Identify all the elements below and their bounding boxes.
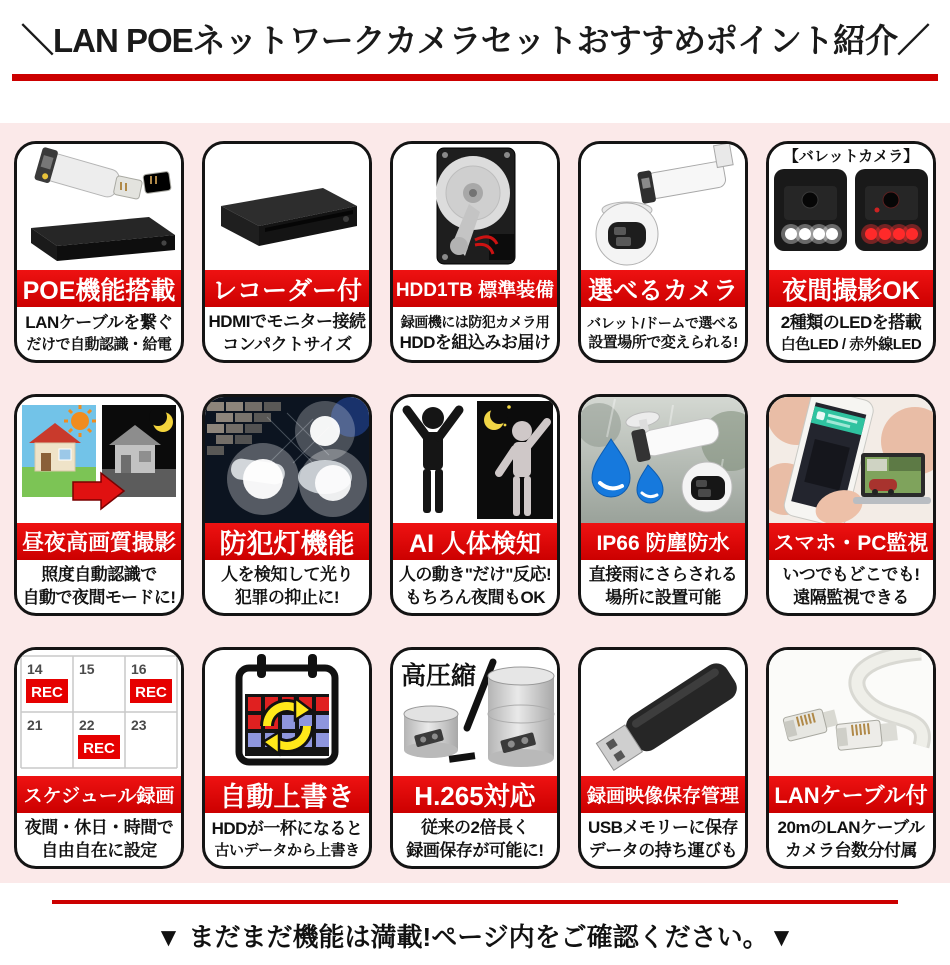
desc-line: 遠隔監視できる — [793, 587, 909, 607]
header-red-rule — [12, 74, 938, 81]
feature-desc — [17, 560, 181, 613]
page-header — [0, 0, 950, 81]
feature-desc — [581, 307, 745, 360]
feature-desc — [17, 307, 181, 360]
footer-red-rule — [52, 900, 898, 904]
recorder-box-icon — [205, 144, 369, 270]
bullet-dome-photo — [581, 144, 745, 270]
feature-desc — [205, 307, 369, 360]
feature-grid — [0, 141, 950, 869]
desc-line: 2種類のLEDを搭載 — [780, 313, 922, 333]
bullet-camera-icon — [635, 144, 737, 204]
feature-label: スケジュール録画 — [23, 786, 175, 807]
overwrite-calendar-icon — [205, 650, 369, 776]
desc-line: 白色LED / 赤外線LED — [780, 335, 922, 353]
feature-desc — [769, 560, 933, 613]
hdd-photo — [393, 144, 557, 270]
security-light-photo — [205, 397, 369, 523]
led-comparison-icon — [769, 144, 933, 270]
feature-desc — [17, 813, 181, 866]
night-led-photo — [769, 144, 933, 270]
schedule-calendar — [17, 650, 181, 776]
overwrite-calendar — [205, 650, 369, 776]
rj45-connector-icon — [113, 171, 171, 199]
desc-line: だけで自動認識・給電 — [26, 335, 172, 353]
calendar-day: 21 — [27, 717, 43, 733]
feature-banner — [205, 270, 369, 307]
desc-line: 人を検知して光り — [221, 565, 353, 585]
person-day-icon — [407, 407, 459, 513]
desc-line: HDDが一杯になると — [211, 819, 363, 839]
feature-label: 夜間撮影OK — [782, 276, 920, 305]
feature-desc — [581, 560, 745, 613]
desc-line: バレット/ドームで選べる — [587, 315, 739, 332]
feature-card-recorder — [202, 141, 372, 363]
waterproof-icon — [581, 397, 745, 523]
rec-label: REC — [135, 684, 167, 701]
feature-desc — [393, 560, 557, 613]
feature-banner — [17, 270, 181, 307]
feature-desc — [393, 307, 557, 360]
feature-label: スマホ・PC監視 — [773, 531, 929, 555]
feature-card-usb-export — [578, 647, 748, 869]
red-car — [869, 479, 897, 491]
feature-banner — [17, 776, 181, 813]
feature-label: HDD1TB 標準装備 — [395, 280, 555, 301]
feature-card-hdd — [390, 141, 560, 363]
feature-card-choose-camera — [578, 141, 748, 363]
feature-label: LANケーブル付 — [774, 783, 928, 808]
lan-cable-photo — [769, 650, 933, 776]
human-detection-pictogram — [393, 397, 557, 523]
desc-line: コンパクトサイズ — [222, 334, 352, 354]
feature-banner — [769, 270, 933, 307]
page-title: ＼LAN POEネットワークカメラセットおすすめポイント紹介／ — [20, 22, 929, 59]
rec-label: REC — [31, 684, 63, 701]
feature-banner — [393, 270, 557, 307]
feature-banner — [393, 776, 557, 813]
smartphone-pc-photo — [769, 397, 933, 523]
desc-line: HDMIでモニター接続 — [208, 312, 366, 332]
feature-desc — [769, 813, 933, 866]
feature-card-schedule — [14, 647, 184, 869]
desc-line: カメラ台数分付属 — [785, 840, 917, 860]
desc-line: データの持ち運びも — [588, 840, 738, 860]
light-glare-icon — [310, 416, 340, 446]
recorder-photo — [205, 144, 369, 270]
desc-line: 場所に設置可能 — [605, 587, 721, 607]
camera-recorder-lan-icon — [17, 144, 181, 270]
usb-stick-icon — [581, 650, 745, 776]
feature-banner — [581, 776, 745, 813]
desc-line: 従来の2倍長く — [421, 818, 529, 838]
desc-line: 20mのLANケーブル — [777, 818, 925, 838]
smartphone-pc-icon — [769, 397, 933, 523]
feature-banner — [769, 776, 933, 813]
h265-icon — [393, 650, 557, 776]
feature-desc — [393, 813, 557, 866]
feature-banner — [393, 523, 557, 560]
feature-label: 選べるカメラ — [587, 276, 738, 305]
feature-label: 昼夜高画質撮影 — [21, 530, 176, 555]
feature-card-security-light — [202, 394, 372, 616]
small-cylinder-icon — [404, 706, 458, 758]
feature-label: レコーダー付 — [211, 276, 362, 305]
large-cylinder-icon — [488, 667, 554, 767]
feature-banner — [205, 776, 369, 813]
desc-line: HDDを組込みお届け — [399, 332, 551, 352]
calendar-day: 23 — [131, 717, 147, 733]
feature-desc — [769, 307, 933, 360]
recorder-box-icon — [31, 217, 175, 261]
desc-line: 古いデータから上書き — [214, 841, 360, 859]
poe-equipment-photo — [17, 144, 181, 270]
desc-line: 自動で夜間モードに! — [22, 587, 176, 607]
desc-line: 設置場所で変えられる! — [588, 333, 738, 351]
usb-memory-photo — [581, 650, 745, 776]
feature-desc — [581, 813, 745, 866]
rec-label: REC — [83, 740, 115, 757]
human-detection-icon — [393, 397, 557, 523]
desc-line: もちろん夜間もOK — [405, 587, 545, 607]
feature-grid-section — [0, 123, 950, 883]
bullet-camera-icon — [34, 147, 122, 202]
bullet-dome-icon — [581, 144, 745, 270]
day-night-illustration — [17, 397, 181, 523]
dome-camera-icon — [682, 462, 732, 512]
feature-label: 録画映像保存管理 — [586, 786, 739, 807]
feature-card-poe — [14, 141, 184, 363]
feature-banner — [581, 270, 745, 307]
feature-banner — [769, 523, 933, 560]
bullet-camera-caption: 【バレットカメラ】 — [783, 148, 919, 165]
feature-card-day-night — [14, 394, 184, 616]
feature-label: H.265対応 — [414, 781, 536, 811]
sun-icon — [71, 412, 89, 430]
desc-line: 夜間・休日・時間で — [24, 818, 174, 838]
desc-line: 照度自動認識で — [41, 565, 157, 585]
page-footer — [0, 900, 950, 954]
feature-card-ai-detection — [390, 394, 560, 616]
white-led-icon — [781, 224, 842, 244]
day-night-icon — [17, 397, 181, 523]
desc-line: 録画機には防犯カメラ用 — [400, 314, 550, 331]
desc-line: 直接雨にさらされる — [588, 565, 738, 585]
laptop-icon — [853, 453, 931, 504]
security-light-icon — [205, 397, 369, 523]
desc-line: LANケーブルを繋ぐ — [25, 313, 173, 333]
footer-message: ▼ まだまだ機能は満載!ページ内をご確認ください。▼ — [155, 922, 795, 952]
feature-card-waterproof — [578, 394, 748, 616]
feature-card-auto-overwrite — [202, 647, 372, 869]
desc-line: 人の動き"だけ"反応! — [398, 565, 552, 585]
feature-card-h265 — [390, 647, 560, 869]
ir-led-icon — [861, 224, 922, 244]
feature-desc — [205, 813, 369, 866]
calendar-day: 16 — [131, 661, 147, 677]
waterproof-photo — [581, 397, 745, 523]
desc-line: 自由自在に設定 — [41, 840, 157, 860]
h265-compression — [393, 650, 557, 776]
desc-line: 録画保存が可能に! — [406, 840, 544, 860]
feature-banner — [205, 523, 369, 560]
desc-line: USBメモリーに保存 — [588, 818, 738, 838]
desc-line: いつでもどこでも! — [782, 565, 920, 585]
calendar-grid-icon — [17, 650, 181, 776]
calendar-day: 14 — [27, 661, 43, 677]
lan-cable-icon — [769, 650, 933, 776]
feature-desc — [205, 560, 369, 613]
feature-label: 防犯灯機能 — [219, 529, 355, 559]
hdd-icon — [393, 144, 557, 270]
calendar-day: 15 — [79, 661, 95, 677]
desc-line: 犯罪の抑止に! — [234, 587, 340, 607]
calendar-day: 22 — [79, 717, 95, 733]
feature-label: 自動上書き — [219, 782, 355, 812]
feature-label: IP66 防塵防水 — [596, 531, 730, 555]
feature-card-night — [766, 141, 936, 363]
feature-card-remote-monitoring — [766, 394, 936, 616]
feature-label: POE機能搭載 — [22, 276, 176, 305]
feature-label: AI 人体検知 — [409, 529, 541, 558]
compression-caption: 高圧縮 — [401, 662, 477, 690]
feature-card-lan-cable — [766, 647, 936, 869]
feature-banner — [17, 523, 181, 560]
dome-camera-icon — [596, 202, 658, 265]
feature-banner — [581, 523, 745, 560]
